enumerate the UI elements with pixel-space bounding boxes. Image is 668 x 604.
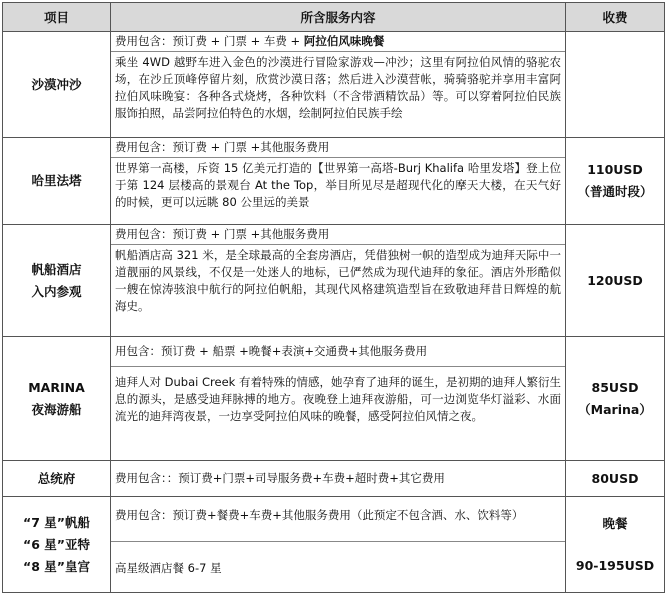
service-content [111,497,566,593]
table-row [3,461,665,497]
service-content [111,225,566,337]
fee-amount: 85USD [591,379,639,395]
fee-cell [566,497,665,593]
service-description: 世界第一高楼，斥资 15 亿美元打造的【世界第一高塔-Burj Khalifa 哈里发塔】登上位于第 124 层楼高的景观台 At the Top，举目所见尽是超现代化的摩天大楼，在天气好的时候，更可以远眺 80 公里远的美景 [115,161,561,209]
fee-amount: 120USD [587,272,643,288]
fee-cell [566,225,665,337]
item-name-line: “7 星”帆船 [23,514,90,530]
service-description: 帆船酒店高 321 米，是全球最高的全套房酒店，凭借独树一帜的造型成为迪拜天际中一道靓丽的风景线，不仅是一处迷人的地标，已俨然成为现代迪拜的象征。酒店外形酷似一艘在惊涛骇浪中航行的阿拉伯帆船，其现代风格建筑造型旨在致敬迪拜昔日辉煌的航海史。 [115,248,561,313]
fee-highlight: 阿拉伯风味晚餐 [303,34,385,48]
item-name-line: 沙漠冲沙 [31,76,82,92]
item-name-line: 总统府 [37,470,76,486]
fee-includes: 费用包含：预订费 + 门票 +其他服务费用 [111,225,565,245]
fee-includes: 费用包含：预订费 + 门票 +其他服务费用 [111,138,565,158]
service-description: 乘坐 4WD 越野车进入金色的沙漠进行冒险家游戏—冲沙；这里有阿拉伯风情的骆驼农场，在沙丘顶峰停留片刻，欣赏沙漠日落；然后进入沙漠营帐，骑骑骆驼并享用丰富阿拉伯风味晚宴：各种各式烧烤，各种饮料（不含带酒精饮品）等。可以穿着阿拉伯民族服饰拍照，品尝阿拉伯特色的水烟，绘制阿拉伯民族手绘 [115,55,561,120]
item-name-line: “8 星”皇宫 [23,558,90,574]
fee-includes: 用包含：预订费 + 船票 +晚餐+表演+交通费+其他服务费用 [111,337,565,367]
fee-note: 晚餐 [602,515,628,531]
fee-cell [566,32,665,138]
fee-note: （普通时段） [577,184,653,199]
item-name [3,138,111,225]
item-name-line: 入内参观 [31,283,82,299]
service-content [111,138,566,225]
fee-includes: 费用包含：预订费+餐费+车费+其他服务费用（此预定不包含酒、水、饮料等） [111,497,565,542]
header-item: 项目 [3,3,111,32]
item-name-line: 哈里法塔 [31,173,82,188]
table-header-row [3,3,665,32]
item-name [3,497,111,593]
table-row [3,32,665,138]
table-row [3,337,665,461]
service-description: 高星级酒店餐 6-7 星 [115,561,222,575]
item-name-line: MARINA [28,379,85,395]
item-name-line: 夜海游船 [31,401,82,417]
service-content [111,337,566,461]
fee-amount: 90-195USD [575,557,655,573]
item-name [3,32,111,138]
service-description: 迪拜人对 Dubai Creek 有着特殊的情感，她孕育了迪拜的诞生，是初期的迪拜人繁衍生息的源头，是感受迪拜脉搏的地方。夜晚登上迪拜夜游船，可一边浏览华灯溢彩、水面流光的迪拜湾夜景，一边享受阿拉伯风味的晚餐，感受阿拉伯风情之夜。 [115,375,561,423]
item-name-line: “6 星”亚特 [23,536,90,552]
item-name-line: 帆船酒店 [31,261,82,277]
service-content [111,461,566,497]
fee-includes: 费用包含：：预订费+门票+司导服务费+车费+超时费+其它费用 [115,471,445,485]
item-name [3,337,111,461]
header-fee: 收费 [566,3,665,32]
services-table [2,2,665,593]
fee-cell [566,337,665,461]
item-name [3,461,111,497]
service-content [111,32,566,138]
table-row [3,138,665,225]
fee-amount: 80USD [591,470,639,486]
fee-cell [566,138,665,225]
item-name [3,225,111,337]
header-content: 所含服务内容 [111,3,566,32]
table-row [3,497,665,593]
fee-cell [566,461,665,497]
fee-includes [111,32,565,52]
table-row [3,225,665,337]
fee-note: （Marina） [578,401,652,417]
fee-includes-text: 费用包含：预订费 + 门票 + 车费 + [115,34,304,48]
fee-amount: 110USD [587,162,643,177]
